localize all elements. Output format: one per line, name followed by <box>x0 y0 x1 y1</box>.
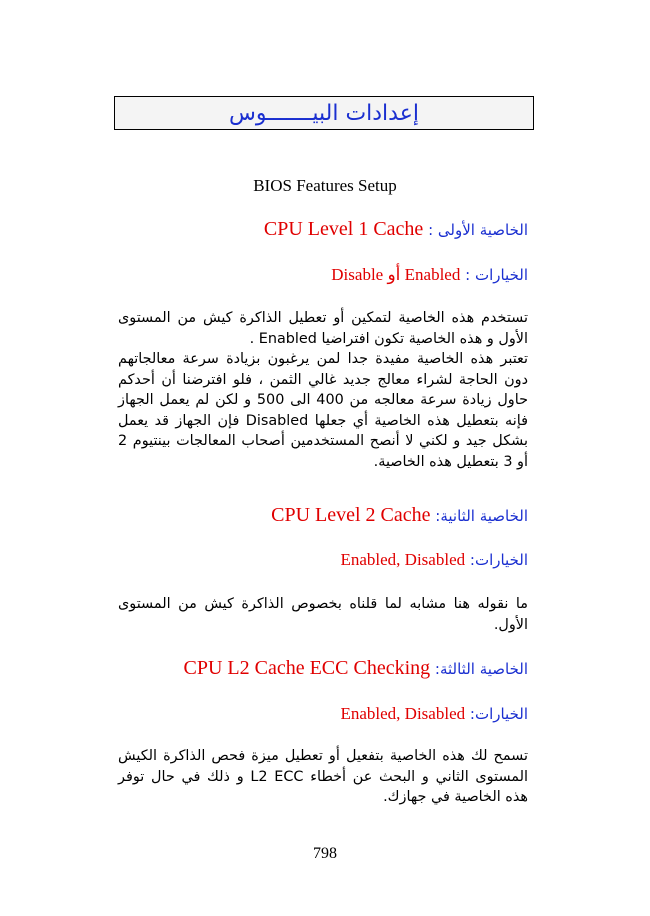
paragraph: ما نقوله هنا مشابه لما قلناه بخصوص الذاكرة كيش من المستوى الأول. <box>118 596 528 633</box>
options-line-1 <box>331 265 528 285</box>
page-title-box <box>114 96 534 130</box>
feature-heading-2 <box>271 504 528 527</box>
feature-label-2: الخاصية الثانية: <box>430 507 528 525</box>
page-number: 798 <box>313 845 337 862</box>
options-line-3 <box>340 704 528 724</box>
feature-label-1: الخاصية الأولى : <box>423 221 528 239</box>
page-subtitle: BIOS Features Setup <box>253 176 397 195</box>
paragraph: تسمح لك هذه الخاصية بتفعيل أو تعطيل ميزة فحص الذاكرة الكيش المستوى الثاني و البحث عن أخطاء L2 ECC و ذلك في حال توفر هذه الخاصية في جهازك. <box>118 748 528 805</box>
section-2-body <box>118 594 528 635</box>
section-3-body <box>118 746 528 808</box>
paragraph: تستخدم هذه الخاصية لتمكين أو تعطيل الذاكرة كيش من المستوى الأول و هذه الخاصية تكون افتراضيا Enabled . <box>118 310 528 347</box>
feature-heading-1 <box>264 218 528 241</box>
feature-name-3: CPU L2 Cache ECC Checking <box>183 657 431 679</box>
feature-name-1: CPU Level 1 Cache <box>263 218 424 240</box>
feature-name-2: CPU Level 2 Cache <box>271 504 431 526</box>
options-label-3: الخيارات: <box>465 705 528 723</box>
options-value-1: Enabled أو Disable <box>331 265 461 284</box>
options-value-3: Enabled, Disabled <box>340 704 466 723</box>
options-value-2: Enabled, Disabled <box>340 550 466 569</box>
options-label-2: الخيارات: <box>465 551 528 569</box>
section-1-body <box>118 308 528 472</box>
options-label-1: الخيارات : <box>460 266 528 284</box>
options-line-2 <box>340 550 528 570</box>
feature-label-3: الخاصية الثالثة: <box>430 660 528 678</box>
feature-heading-3 <box>184 657 529 680</box>
paragraph: تعتبر هذه الخاصية مفيدة جدا لمن يرغبون بزيادة سرعة معالجاتهم دون الحاجة لشراء معالج جديد غالي الثمن ، فلو افترضنا أن أحدكم حاول زيادة سرعة معالجه من 400 الى 500 و لكن لم يعمل الجهاز فإنه بتعطيل هذه الخاصية أي جعلها Disabled فإن الجهاز قد يعمل بشكل جيد و لكني لا أنصح المستخدمين أصحاب المعالجات بينتيوم 2 أو 3 بتعطيل هذه الخاصية. <box>118 351 529 470</box>
page-title: إعدادات البيـــــــوس <box>229 100 419 126</box>
